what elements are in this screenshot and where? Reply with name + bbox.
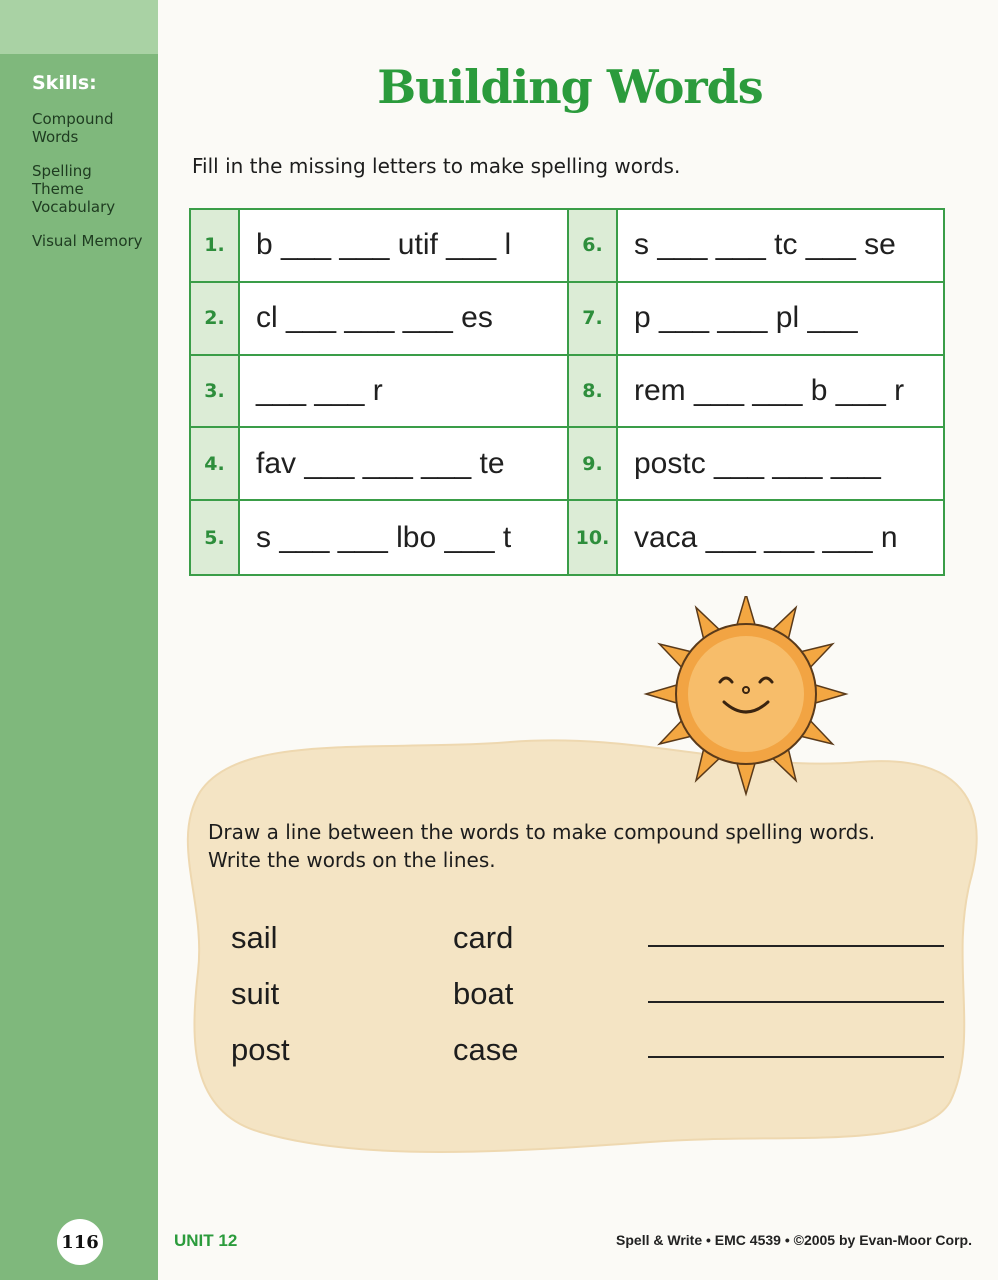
word-blank[interactable]: ___ ___ r — [240, 356, 569, 429]
compound-instruction-line-1: Draw a line between the words to make compound spelling words. — [208, 820, 876, 844]
item-number: 9. — [569, 428, 618, 501]
sidebar-top-band — [0, 0, 158, 54]
skills-sidebar — [0, 0, 158, 1280]
publisher-credit: Spell & Write • EMC 4539 • ©2005 by Evan-Moor Corp. — [616, 1232, 972, 1248]
word-post[interactable]: post — [231, 1032, 290, 1067]
beige-blob-background — [180, 712, 992, 1162]
word-card[interactable]: card — [453, 920, 514, 955]
item-number: 4. — [191, 428, 240, 501]
word-blank[interactable]: p ___ ___ pl ___ — [618, 283, 943, 356]
answer-line[interactable] — [648, 1001, 944, 1003]
unit-label: UNIT 12 — [174, 1231, 238, 1250]
answer-line[interactable] — [648, 945, 944, 947]
left-word-column — [231, 910, 290, 1078]
page-number: 116 — [57, 1219, 103, 1265]
page-title: Building Words — [377, 60, 763, 114]
smiling-sun-icon — [628, 596, 868, 808]
word-suit[interactable]: suit — [231, 976, 280, 1011]
word-blank[interactable]: rem ___ ___ b ___ r — [618, 356, 943, 429]
right-word-column — [453, 910, 518, 1078]
word-blank[interactable]: s ___ ___ lbo ___ t — [240, 501, 569, 574]
skill-item-visual-memory: Visual Memory — [32, 232, 143, 250]
skills-heading: Skills: — [32, 72, 97, 94]
word-blank[interactable]: vaca ___ ___ ___ n — [634, 520, 898, 554]
word-blank[interactable]: cl ___ ___ ___ es — [240, 283, 569, 356]
item-number: 10. — [569, 501, 618, 574]
word-blank[interactable]: b ___ ___ utif ___ l — [240, 210, 569, 283]
answer-line[interactable] — [648, 1056, 944, 1058]
word-blank[interactable]: s ___ ___ tc ___ se — [618, 210, 943, 283]
item-number: 7. — [569, 283, 618, 356]
word-blank[interactable]: postc ___ ___ ___ — [618, 428, 943, 501]
item-number: 2. — [191, 283, 240, 356]
item-number: 1. — [191, 210, 240, 283]
missing-letters-table — [189, 208, 945, 576]
item-number: 8. — [569, 356, 618, 429]
item-number: 5. — [191, 501, 240, 574]
word-boat[interactable]: boat — [453, 976, 514, 1011]
fill-in-instruction: Fill in the missing letters to make spelling words. — [192, 154, 681, 178]
item-number: 3. — [191, 356, 240, 429]
compound-instruction — [208, 818, 968, 874]
skill-item-compound-words: Compound Words — [32, 110, 114, 146]
compound-instruction-line-2: Write the words on the lines. — [208, 848, 496, 872]
skill-item-spelling-theme-vocabulary: Spelling Theme Vocabulary — [32, 162, 116, 216]
skills-list — [32, 110, 156, 266]
item-number: 6. — [569, 210, 618, 283]
word-blank[interactable]: fav ___ ___ ___ te — [240, 428, 569, 501]
word-case[interactable]: case — [453, 1032, 519, 1067]
word-sail[interactable]: sail — [231, 920, 278, 955]
